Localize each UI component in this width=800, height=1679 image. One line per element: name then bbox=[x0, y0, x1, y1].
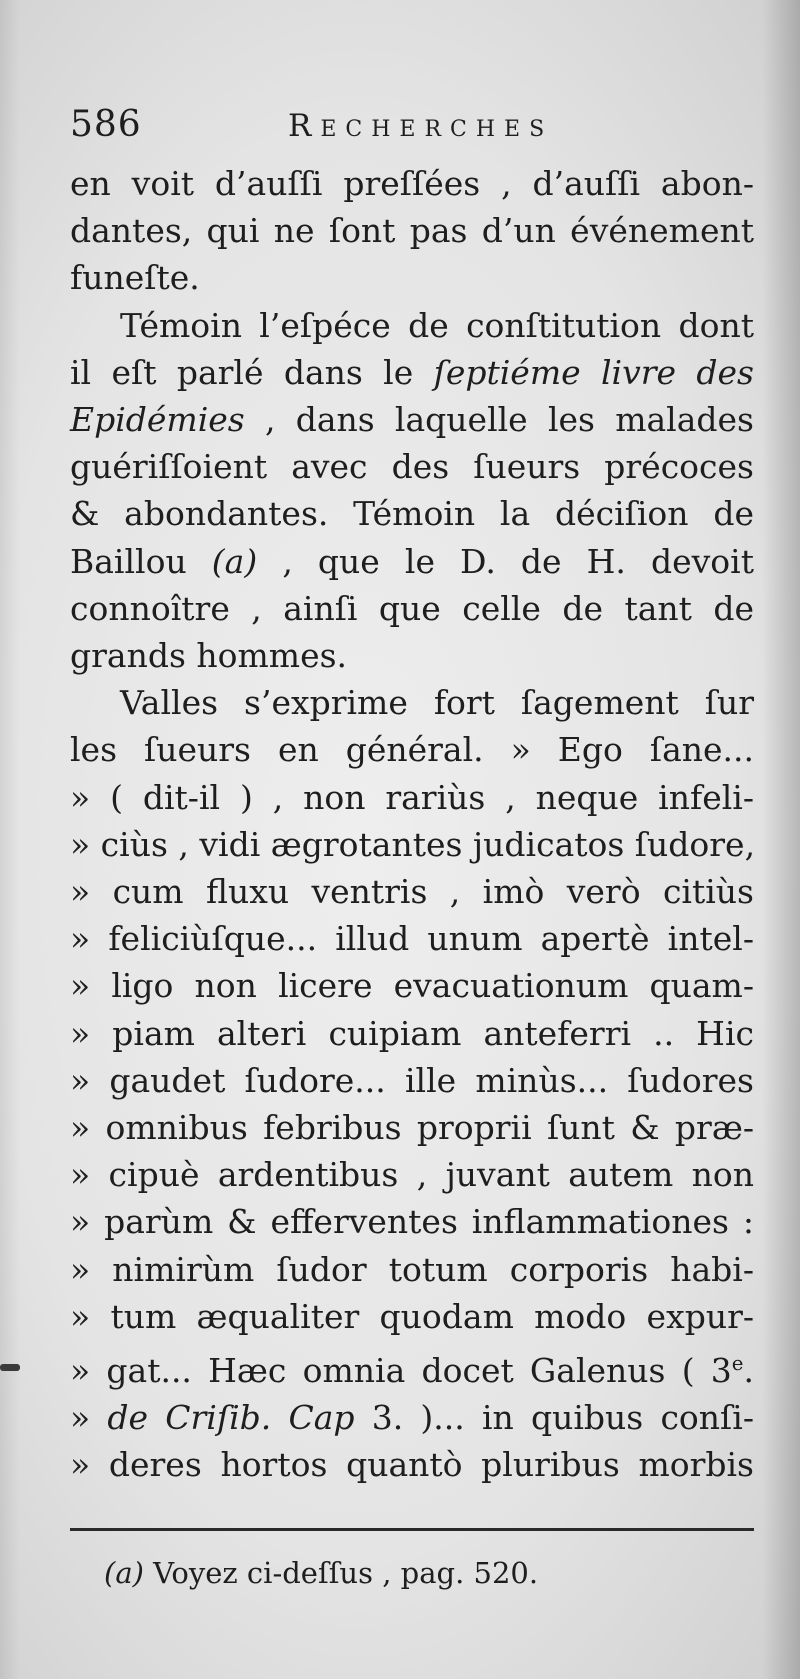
text-line: funeſte. bbox=[70, 258, 200, 298]
text-line: Valles s’exprime fort ſagement ſur bbox=[120, 683, 754, 723]
text-line: Témoin l’eſpéce de conſtitution dont bbox=[120, 305, 754, 345]
page-number: 586 bbox=[70, 104, 142, 145]
text-line: » deres hortos quantò pluribus morbis bbox=[70, 1445, 754, 1485]
text-line: connoître , ainſi que celle de tant de bbox=[70, 588, 754, 628]
page-gutter-shadow bbox=[0, 0, 20, 1679]
text-line: & abondantes. Témoin la déciſion de bbox=[70, 494, 754, 534]
text-line: il eſt parlé dans le ſeptiéme livre des bbox=[70, 352, 754, 392]
text-line: » cipuè ardentibus , juvant autem non bbox=[70, 1155, 754, 1195]
page-header bbox=[70, 104, 710, 148]
page-edge-shadow bbox=[762, 0, 800, 1679]
footnote-rule bbox=[70, 1528, 754, 1531]
footnote: (a) Voyez ci-deſſus , pag. 520. bbox=[104, 1556, 539, 1590]
text-line: » ( dit-il ) , non rariùs , neque infeli- bbox=[70, 777, 754, 817]
body-text bbox=[70, 160, 754, 1489]
text-line: » omnibus febribus proprii ſunt & præ- bbox=[70, 1108, 754, 1148]
text-line: » gat... Hæc omnia docet Galenus ( 3e. bbox=[70, 1351, 754, 1391]
text-line: » gaudet ſudore... ille minùs... ſudores bbox=[70, 1060, 754, 1100]
running-head: Recherches bbox=[288, 108, 554, 144]
text-line: en voit d’auſſi preſſées , d’auſſi abon- bbox=[70, 164, 754, 203]
text-line: » tum æqualiter quodam modo expur- bbox=[70, 1296, 754, 1336]
text-line: » ciùs , vidi ægrotantes judicatos ſudore, bbox=[70, 824, 756, 864]
text-line: » piam alteri cuipiam anteferri .. Hic bbox=[70, 1013, 754, 1053]
text-line: » parùm & efferventes inflammationes : bbox=[70, 1202, 754, 1242]
text-line: Baillou (a) , que le D. de H. devoit bbox=[70, 541, 754, 581]
margin-mark bbox=[0, 1364, 20, 1371]
text-line: Epidémies , dans laquelle les malades bbox=[70, 400, 754, 440]
text-line: » ligo non licere evacuationum quam- bbox=[70, 966, 754, 1006]
text-line: grands hommes. bbox=[70, 636, 348, 676]
text-line: » de Criſib. Cap 3. )... in quibus conſi- bbox=[70, 1398, 754, 1438]
text-line: dantes, qui ne ſont pas d’un événement bbox=[70, 211, 754, 251]
text-line: » cum fluxu ventris , imò verò citiùs bbox=[70, 872, 754, 912]
text-line: guériſſoient avec des ſueurs précoces bbox=[70, 447, 754, 487]
text-line: » feliciùſque... illud unum apertè intel- bbox=[70, 919, 754, 959]
text-line: » nimirùm ſudor totum corporis habi- bbox=[70, 1249, 754, 1289]
text-line: les ſueurs en général. » Ego ſane... bbox=[70, 730, 754, 770]
